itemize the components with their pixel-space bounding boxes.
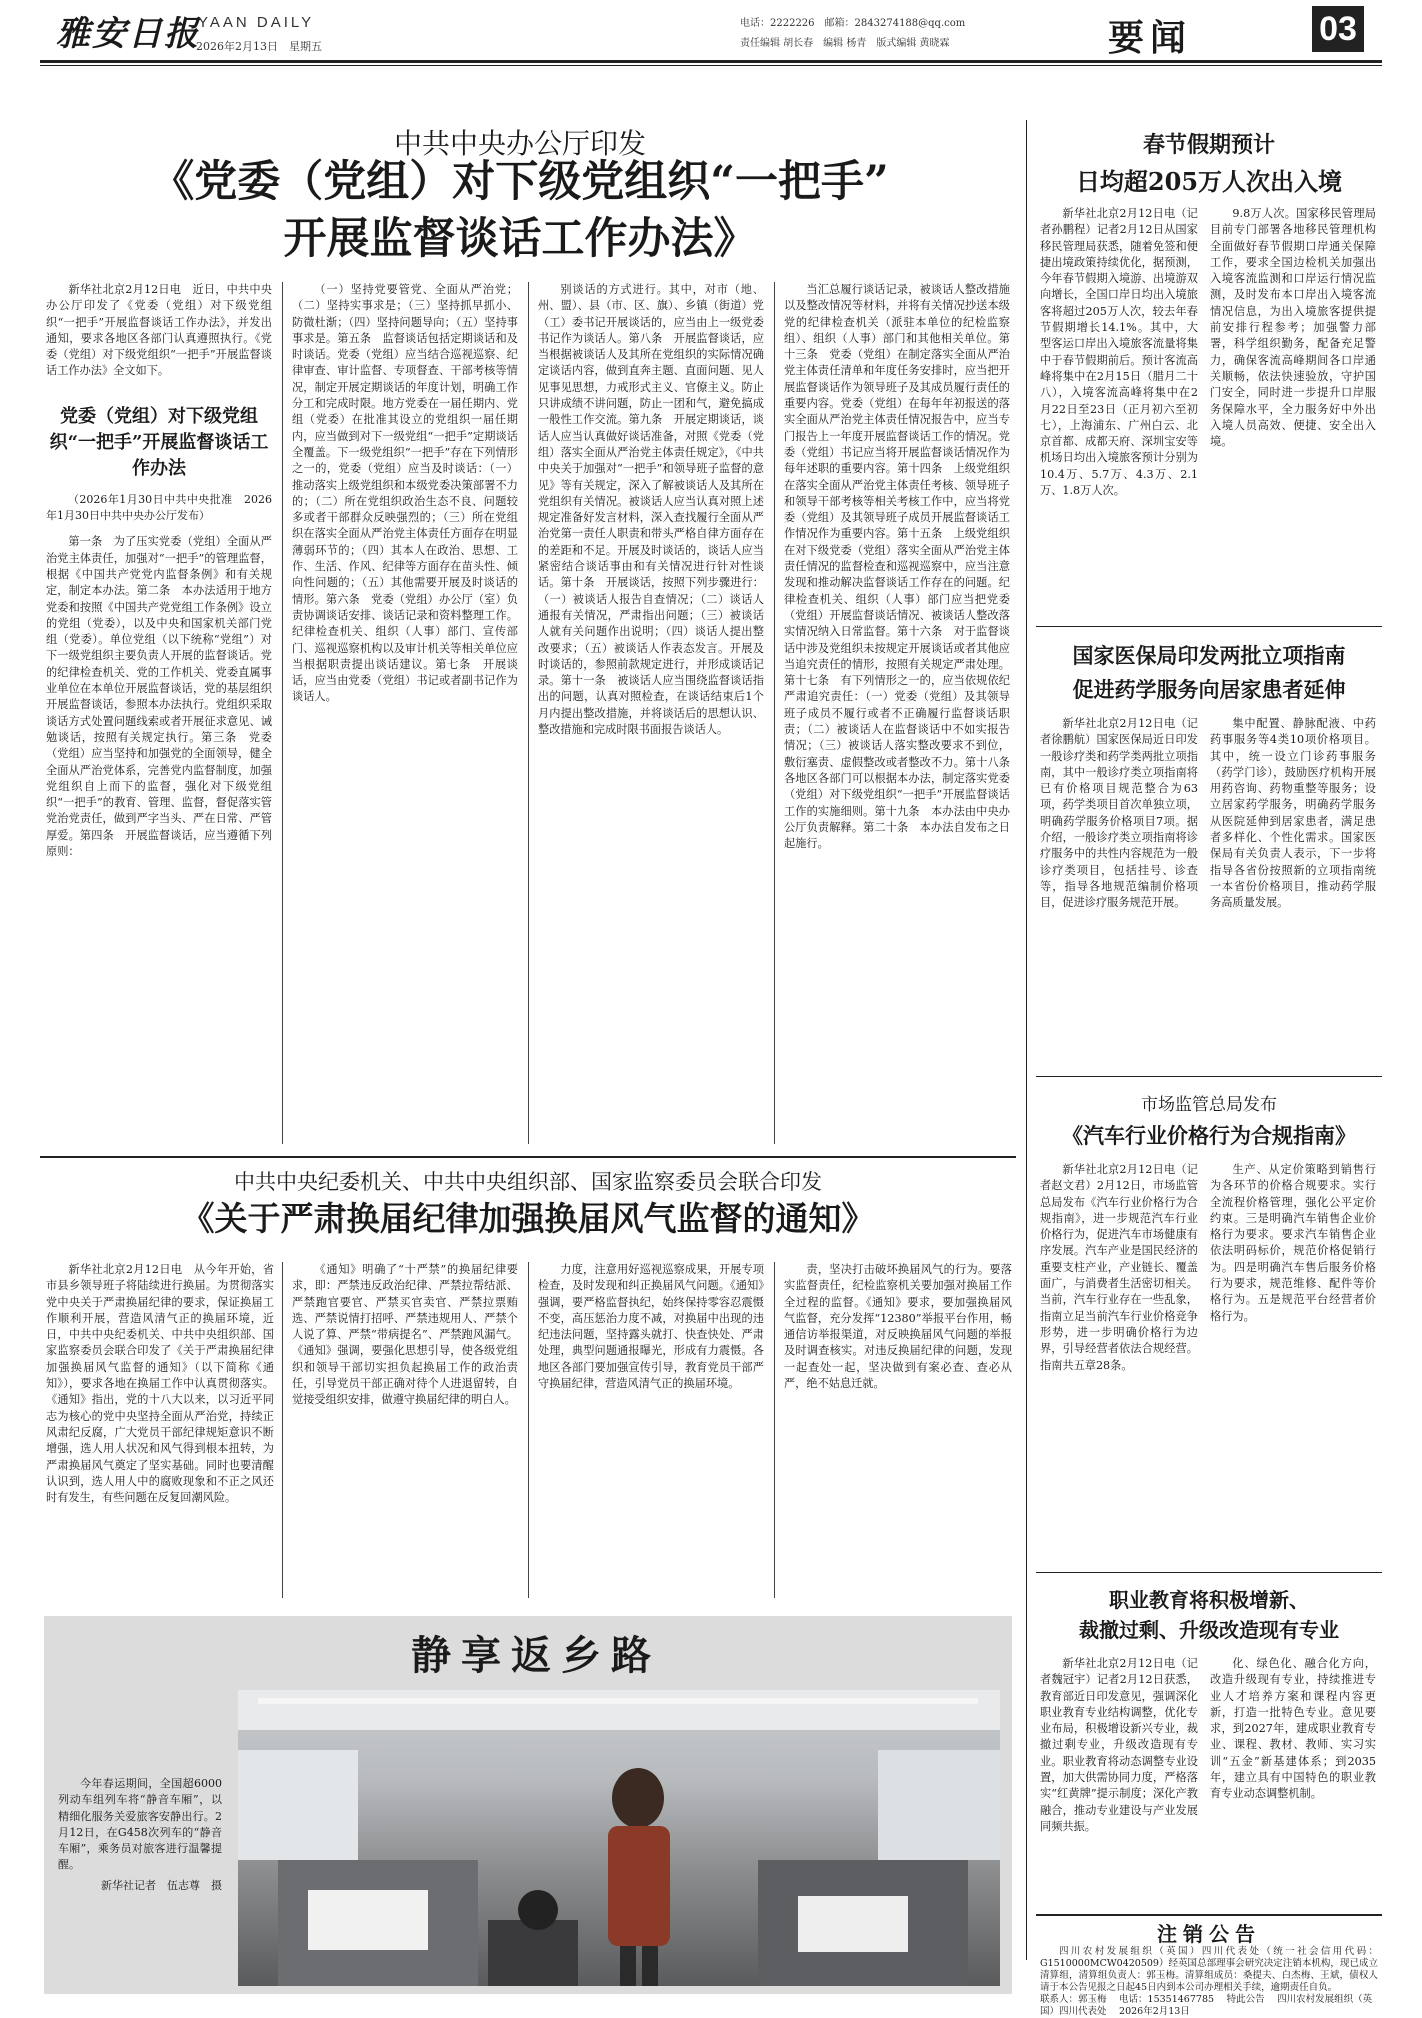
a4-kicker: 中共中央纪委机关、中共中央组织部、国家监察委员会联合印发 — [234, 1170, 822, 1194]
a1-column-4 — [784, 282, 1022, 1146]
a7-body-col1: 新华社北京2月12日电（记者魏冠宇）记者2月12日获悉，教育部近日印发意见，强调深化职业教育专业结构调整，优化专业布局，积极增设新兴专业，裁撤过剩专业，升级改造现有专业。职业教育将动态调整专业设置，加大供需协同力度，严格落实“红黄牌”提示制度；深化产教融合，推动专业建设与产业发展同频共振。 — [1040, 1657, 1198, 1833]
a1-body-col2: （一）坚持党要管党、全面从严治党；（二）坚持实事求是；（三）坚持抓早抓小、防微杜渐；（四）坚持问题导向；（五）坚持事事求是。第五条 监督谈话包括定期谈话和及时谈话。党委（党组）应当结合巡视巡察、纪律审查、审计监督、专项督查、干部考核等情况，制定开展定期谈话的年度计划，明确工作分工和完成时限。地方党委在一届任期内、党组（党委）在批准其设立的党组织一届任期内，应当做到对下一级党组“一把手”定期谈话全覆盖。下一级党组织“一把手”存在下列情形之一的，党委（党组）应当及时谈话：（一）推动落实上级党组织和本级党委决策部署不力的；（二）所在党组织政治生态不良、问题较多或者干部群众反映强烈的；（三）所在党组织在落实全面从严治党主体责任方面存在明显薄弱环节的；（四）其本人在政治、思想、工作、生活、作风、纪律等方面存在苗头性、倾向性问题的；（五）其他需要开展及时谈话的情形。第六条 党委（党组）办公厅（室）负责协调谈话安排、谈话记录和资料整理工作。纪律检查机关、组织（人事）部门、宣传部门、巡视巡察机构以及审计机关等相关单位应当根据职责提出谈话建议。第七条 开展谈话，应当由党委（党组）书记或者副书记作为谈话人。 — [292, 283, 518, 704]
a7-title-line2: 裁撤过剩、升级改造现有专业 — [1079, 1618, 1339, 1642]
a1-title-line2: 开展监督谈话工作办法》 — [283, 214, 757, 264]
a1-column-2 — [292, 282, 518, 1146]
a8-notice-box — [1036, 1914, 1382, 2017]
a4-top-rule — [40, 1156, 1016, 1158]
a4-body-col1: 新华社北京2月12日电 从今年开始，省市县乡领导班子将陆续进行换届。为贯彻落实党中央关于严肃换届纪律的要求，保证换届工作顺利开展，营造风清气正的换届环境，近日，中共中央纪委机关、中共中央组织部、国家监察委员会联合印发了《关于严肃换届纪律加强换届风气监督的通知》（以下简称《通知》），要求各地在换届工作中认真贯彻落实。《通知》指出，党的十八大以来，以习近平同志为核心的党中央坚持全面从严治党，持续正风肃纪反腐，广大党员干部纪律规矩意识不断增强，选人用人状况和风气得到根本扭转，为严肃换届风气奠定了坚实基础。同时也要清醒认识到，选人用人中的腐败现象和不正之风还时有发生，有些问题在反复回潮风险。 — [46, 1263, 274, 1505]
a6-feature-box — [44, 1616, 1012, 1994]
a6-title: 静享返乡路 — [411, 1632, 661, 1679]
masthead-en: YAAN DAILY — [198, 14, 315, 31]
a3-column-1 — [1040, 716, 1198, 1068]
a1-body-col3: 别谈话的方式进行。其中，对市（地、州、盟）、县（市、区、旗）、乡镇（街道）党（工）委书记开展谈话的，应当由上一级党委书记作为谈话人。第八条 开展监督谈话，应当根据被谈话人及其所在党组织的实际情况确定谈话内容，做到直奔主题、直面问题、见人见事见思想，力戒形式主义、官僚主义。防止只讲成绩不讲问题，防止一团和气，避免搞成一般性工作交流。第九条 开展定期谈话，谈话人应当认真做好谈话准备，对照《党委（党组）落实全面从严治党主体责任规定》，《中共中央关于加强对“一把手”和领导班子监督的意见》等有关规定，深入了解被谈话人及其所在党组织有关情况。被谈话人应当认真对照上述规定准备好发言材料，深入查找履行全面从严治党第一责任人职责和带头严格自律方面存在的差距和不足。开展及时谈话的，谈话人应当紧密结合谈话事由和有关情况进行针对性谈话。第十条 开展谈话，按照下列步骤进行：（一）被谈话人报告自查情况；（二）谈话人通报有关情况，严肃指出问题；（三）被谈话人就有关问题作出说明；（四）谈话人提出整改要求；（五）被谈话人作表态发言。开展及时谈话的，参照前款规定进行，并形成谈话记录。第十一条 被谈话人应当围绕监督谈话指出的问题，认真对照检查，在谈话结束后1个月内提出整改措施，并将谈话后的思想认识、整改措施和完成时限书面报告谈话人。 — [538, 283, 764, 737]
a8-body: 四川农村发展组织（英国）四川代表处（统一社会信用代码：G1510000MCW0420509）经英国总部理事会研究决定注销本机构，现已成立清算组，清算组负责人：郭玉梅。清算组成员：桑提夫、白杰梅、王斌，债权人请于本公告见报之日起45日内到本公司办理相关手续，逾期责任自负。 — [1040, 1946, 1378, 1993]
a4-column-1 — [46, 1262, 274, 1602]
a2-column-1 — [1040, 206, 1198, 616]
a3-body-col1: 新华社北京2月12日电（记者徐鹏航）国家医保局近日印发一般诊疗类和药学类两批立项指南，其中一般诊疗类立项指南将已有价格项目规范整合为63项，药学类项目首次单独立项，明确药学服务价格项目7项。据介绍，一般诊疗类立项指南将诊疗服务中的共性内容规范为一般诊疗类项目，包括挂号、诊查等，指导各地规范编制价格项目，促进诊疗服务规范开展。 — [1040, 717, 1198, 910]
a5-column-2 — [1210, 1162, 1376, 1560]
a2-body-col1: 新华社北京2月12日电（记者孙鹏程）记者2月12日从国家移民管理局获悉，随着免签和便捷出境政策持续优化，据预测，今年春节假期入境游、出境游双向增长，全国口岸日均出入境旅客将超过205万人次，较去年春节假期增长14.1%。其中，大型客运口岸出入境旅客流量将集中于春节假期前后。预计客流高峰将集中在2月15日（腊月二十八），入境客流高峰将集中在2月22日至23日（正月初六至初七），上海浦东、广州白云、北京首都、成都天府、深圳宝安等机场日均出入境旅客预计分别为10.4万、5.7万、4.3万、2.1万、1.8万人次。 — [1040, 207, 1198, 498]
a2-column-2 — [1210, 206, 1376, 616]
a6-caption-block — [58, 1776, 222, 1976]
a8-body-block — [1040, 1946, 1378, 2017]
a4-body-col4: 责，坚决打击破坏换届风气的行为。要落实监督责任，纪检监察机关要加强对换届工作全过程的监督。《通知》要求，要加强换届风气监督，充分发挥“12380”举报平台作用，畅通信访举报渠道，对反映换届风气问题的举报及时调查核实。对违反换届纪律的问题，发现一起查处一起，坚决做到有案必查、查必从严，绝不姑息迁就。 — [784, 1263, 1012, 1391]
right-column-divider — [1026, 120, 1027, 1960]
a7-column-2 — [1210, 1656, 1376, 1906]
section-title: 要闻 — [1108, 17, 1193, 59]
a1-divider-3 — [774, 282, 775, 1144]
a4-column-4 — [784, 1262, 1012, 1602]
a2-bottom-rule — [1036, 626, 1382, 627]
a2-title-line2: 日均超205万人次出入境 — [1075, 167, 1343, 196]
a4-column-3 — [538, 1262, 764, 1602]
a7-body-col2: 化、绿色化、融合化方向，改造升级现有专业，持续推进专业人才培养方案和课程内容更新，打造一批特色专业。意见要求，到2027年，建成职业教育专业、课程、教材、教师、实习实训“五金”新基建体系；到2035年，建立具有中国特色的职业教育专业动态调整机制。 — [1210, 1657, 1376, 1801]
a4-divider-2 — [528, 1262, 529, 1598]
a1-kicker: 中共中央办公厅印发 — [393, 127, 646, 160]
a7-top-rule — [1036, 1572, 1382, 1573]
a1-body-col4: 当汇总履行谈话记录，被谈话人整改措施以及整改情况等材料，并将有关情况抄送本级党的纪律检查机关（派驻本单位的纪检监察组）、组织（人事）部门和其他相关单位。第十三条 党委（党组）在制定落实全面从严治党主体责任清单和年度任务安排时，应当把开展监督谈话作为领导班子及其成员履行责任的重要内容。党委（党组）在每年年初报送的落实全面从严治党主体责任情况报告中，应当专门报告上一年度开展监督谈话工作的情况。党委（党组）书记应当将开展监督谈话情况作为每年述职的重要内容。第十四条 上级党组织在落实全面从严治党主体责任考核、领导班子和领导干部考核等相关考核工作中，应当将党委（党组）及其领导班子成员开展监督谈话工作情况作为重要内容。第十五条 上级党组织在对下级党委（党组）落实全面从严治党主体责任情况的监督检查和巡视巡察中，应当注意发现和推动解决监督谈话工作存在的问题。纪律检查机关、组织（人事）部门应当把党委（党组）开展监督谈话情况、被谈话人整改落实情况纳入日常监督。第十六条 对于监督谈话中涉及党组织未按规定开展谈话或者其他应当追究责任的情形，按照有关规定严肃处理。第十七条 有下列情形之一的，应当依规依纪严肃追究责任：（一）党委（党组）及其领导班子成员不履行或者不正确履行监督谈话职责；（二）被谈话人在监督谈话中不如实报告情况；（三）被谈话人落实整改要求不到位，敷衍塞责、虚假整改或者整改不力。第十八条 各地区各部门可以根据本办法，制定落实党委（党组）对下级党组织“一把手”开展监督谈话工作的实施细则。第十九条 本办法由中央办公厅负责解释。第二十条 本办法自发布之日起施行。 — [784, 283, 1022, 851]
a7-title-line1: 职业教育将积极增新、 — [1109, 1588, 1309, 1612]
a5-column-1 — [1040, 1162, 1198, 1560]
a1-column-3 — [538, 282, 764, 1146]
a4-divider-3 — [774, 1262, 775, 1598]
a5-title: 《汽车行业价格行为合规指南》 — [1062, 1123, 1356, 1148]
a8-phone: 电话：15351467785 — [1119, 1994, 1215, 2005]
a4-body-col3: 力度，注意用好巡视巡察成果，开展专项检查，及时发现和纠正换届风气问题。《通知》强调，要严格监督执纪，始终保持零容忍震慑不变，高压惩治力度不减，对换届中出现的违纪违法问题，坚持露头就打、快查快处、严肃处理，典型问题通报曝光，形成有力震慑。各地区各部门要加强宣传引导，教育党员干部严守换届纪律，营造风清气正的换届环境。 — [538, 1263, 764, 1391]
a8-notice: 特此公告 — [1226, 1994, 1265, 2005]
a1-divider-1 — [282, 282, 283, 1144]
a8-contact: 联系人：郭玉梅 — [1040, 1994, 1107, 2005]
a5-top-rule — [1036, 1076, 1382, 1077]
a5-kicker: 市场监管总局发布 — [1141, 1095, 1277, 1115]
a4-body-col2: 《通知》明确了“十严禁”的换届纪律要求，即：严禁违反政治纪律、严禁拉帮结派、严禁跑官要官、严禁买官卖官、严禁拉票贿选、严禁说情打招呼、严禁违规用人、严禁个人说了算、严禁“带病提名”、严禁跑风漏气。《通知》强调，要强化思想引导，使各级党组织和领导干部切实担负起换届工作的政治责任，引导党员干部正确对待个人进退留转，自觉接受组织安排，做遵守换届纪律的明白人。 — [292, 1263, 518, 1407]
a1-divider-2 — [528, 282, 529, 1144]
a5-body-col2: 生产、从定价策略到销售行为各环节的价格合规要求。实行全流程价格管理，强化公平定价约束。三是明确汽车销售企业价格行为要求。要求汽车销售企业依法明码标价，规范价格促销行为。四是明确汽车售后服务价格行为要求，规范维修、配件等价格行为。五是规范平台经营者价格行为。 — [1210, 1163, 1376, 1323]
a6-credit: 新华社记者 伍志尊 摄 — [101, 1878, 222, 1892]
a4-title: 《关于严肃换届纪律加强换届风气监督的通知》 — [181, 1199, 875, 1238]
a1-lead: 新华社北京2月12日电 近日，中共中央办公厅印发了《党委（党组）对下级党组织“一把手”开展监督谈话工作办法》，并发出通知，要求各地区各部门认真遵照执行。《党委（党组）对下级党组织“一把手”开展监督谈话工作办法》全文如下。 — [46, 283, 272, 378]
masthead-rule-thin — [40, 65, 1382, 66]
a1-sub-note: （2026年1月30日中共中央批准 2026年1月30日中共中央办公厅发布） — [46, 492, 272, 523]
a1-column-1 — [46, 282, 272, 1146]
a8-signer: 四川农村发展组织（英国）四川代表处 — [1040, 1994, 1373, 2017]
masthead-editors: 责任编辑 胡长春 编辑 杨青 版式编辑 黄晓霖 — [740, 38, 950, 49]
a8-title: 注销公告 — [1157, 1922, 1261, 1946]
masthead-logo: 雅安日报 — [56, 14, 200, 54]
a5-body-col1: 新华社北京2月12日电（记者赵文君）2月12日，市场监管总局发布《汽车行业价格行为合规指南》，进一步规范汽车行业价格行为，促进汽车市场健康有序发展。汽车产业是国民经济的重要支柱产业，产业链长、覆盖面广，与消费者生活密切相关。当前，汽车行业存在一些乱象，指南立足当前汽车行业价格竞争形势，进一步明确价格行为边界，引导经营者依法合规经营。指南共五章28条。 — [1040, 1163, 1198, 1372]
a3-body-col2: 集中配置、静脉配液、中药药事服务等4类10项价格项目。其中，统一设立门诊药事服务（药学门诊），鼓励医疗机构开展用药咨询、药物重整等服务；设立居家药学服务，明确药学服务从医院延伸到居家患者，满足患者多样化、个性化需求。国家医保局有关负责人表示，下一步将指导各省份按照新的立项指南统一本省份价格项目，推动药学服务高质量发展。 — [1210, 717, 1376, 910]
a2-body-col2: 9.8万人次。国家移民管理局目前专门部署各地移民管理机构全面做好春节假期口岸通关保障工作，要求全国边检机关加强出入境客流监测和口岸运行情况监测，及时发布本口岸出入境客流情况信息，为出入境旅客提供提前安排行程参考；加强警力部署，科学组织勤务，配备充足警力，确保客流高峰期间各口岸通关顺畅，依法快速验放，守护国门安全，同时进一步提升口岸服务保障水平，全力服务好中外出入境人员高效、便捷、安全出入境。 — [1210, 207, 1376, 449]
page-number-badge: 03 — [1312, 6, 1364, 52]
a3-title-line2: 促进药学服务向居家患者延伸 — [1072, 677, 1346, 702]
a4-divider-1 — [282, 1262, 283, 1598]
a1-body-col1: 第一条 为了压实党委（党组）全面从严治党主体责任，加强对“一把手”的管理监督，根据《中国共产党党内监督条例》和有关规定，制定本办法。第二条 本办法适用于地方党委和按照《中国共产党党组工作条例》设立的党组（党委），以及中央和国家机关部门党组（党委）。单位党组（以下统称“党组”）对下一级党组织主要负责人开展的监督谈话。党的纪律检查机关、党的工作机关、党委直属事业单位在本单位开展监督谈话，党的基层组织开展监督谈话，参照本办法执行。党组织采取谈话方式处置问题线索或者开展征求意见、诫勉谈话，按照有关规定执行。第三条 党委（党组）应当坚持和加强党的全面领导，健全全面从严治党体系，完善党内监督制度，加强党组织自上而下的监督，强化对下级党组织“一把手”的教育、管理、监督，督促落实管党治党责任，做到严字当头、严在日常、严管厚爱。第四条 开展监督谈话，应当遵循下列原则： — [46, 535, 272, 859]
a7-column-1 — [1040, 1656, 1198, 1906]
a6-photo — [238, 1690, 1000, 1986]
masthead-date: 2026年2月13日 星期五 — [196, 40, 322, 53]
train-cabin-photo — [238, 1690, 1000, 1986]
a6-caption: 今年春运期间，全国超6000列动车组列车将“静音车厢”，以精细化服务关爱旅客安静出行。2月12日，在G458次列车的“静音车厢”，乘务员对旅客进行温馨提醒。 — [58, 1777, 222, 1872]
a8-date: 2026年2月13日 — [1119, 2006, 1190, 2017]
a1-title-line1: 《党委（党组）对下级党组织“一把手” — [151, 157, 889, 207]
masthead — [0, 0, 1422, 58]
a8-contact-row — [1040, 1994, 1378, 2018]
a2-title-line1: 春节假期预计 — [1142, 132, 1275, 158]
masthead-contact: 电话：2222226 邮箱：2843274188@qq.com — [740, 18, 966, 29]
a3-column-2 — [1210, 716, 1376, 1068]
masthead-rule — [40, 60, 1382, 63]
a4-column-2 — [292, 1262, 518, 1602]
a3-title-line1: 国家医保局印发两批立项指南 — [1072, 643, 1346, 668]
a1-subtitle: 党委（党组）对下级党组织“一把手”开展监督谈话工作办法 — [49, 405, 269, 479]
